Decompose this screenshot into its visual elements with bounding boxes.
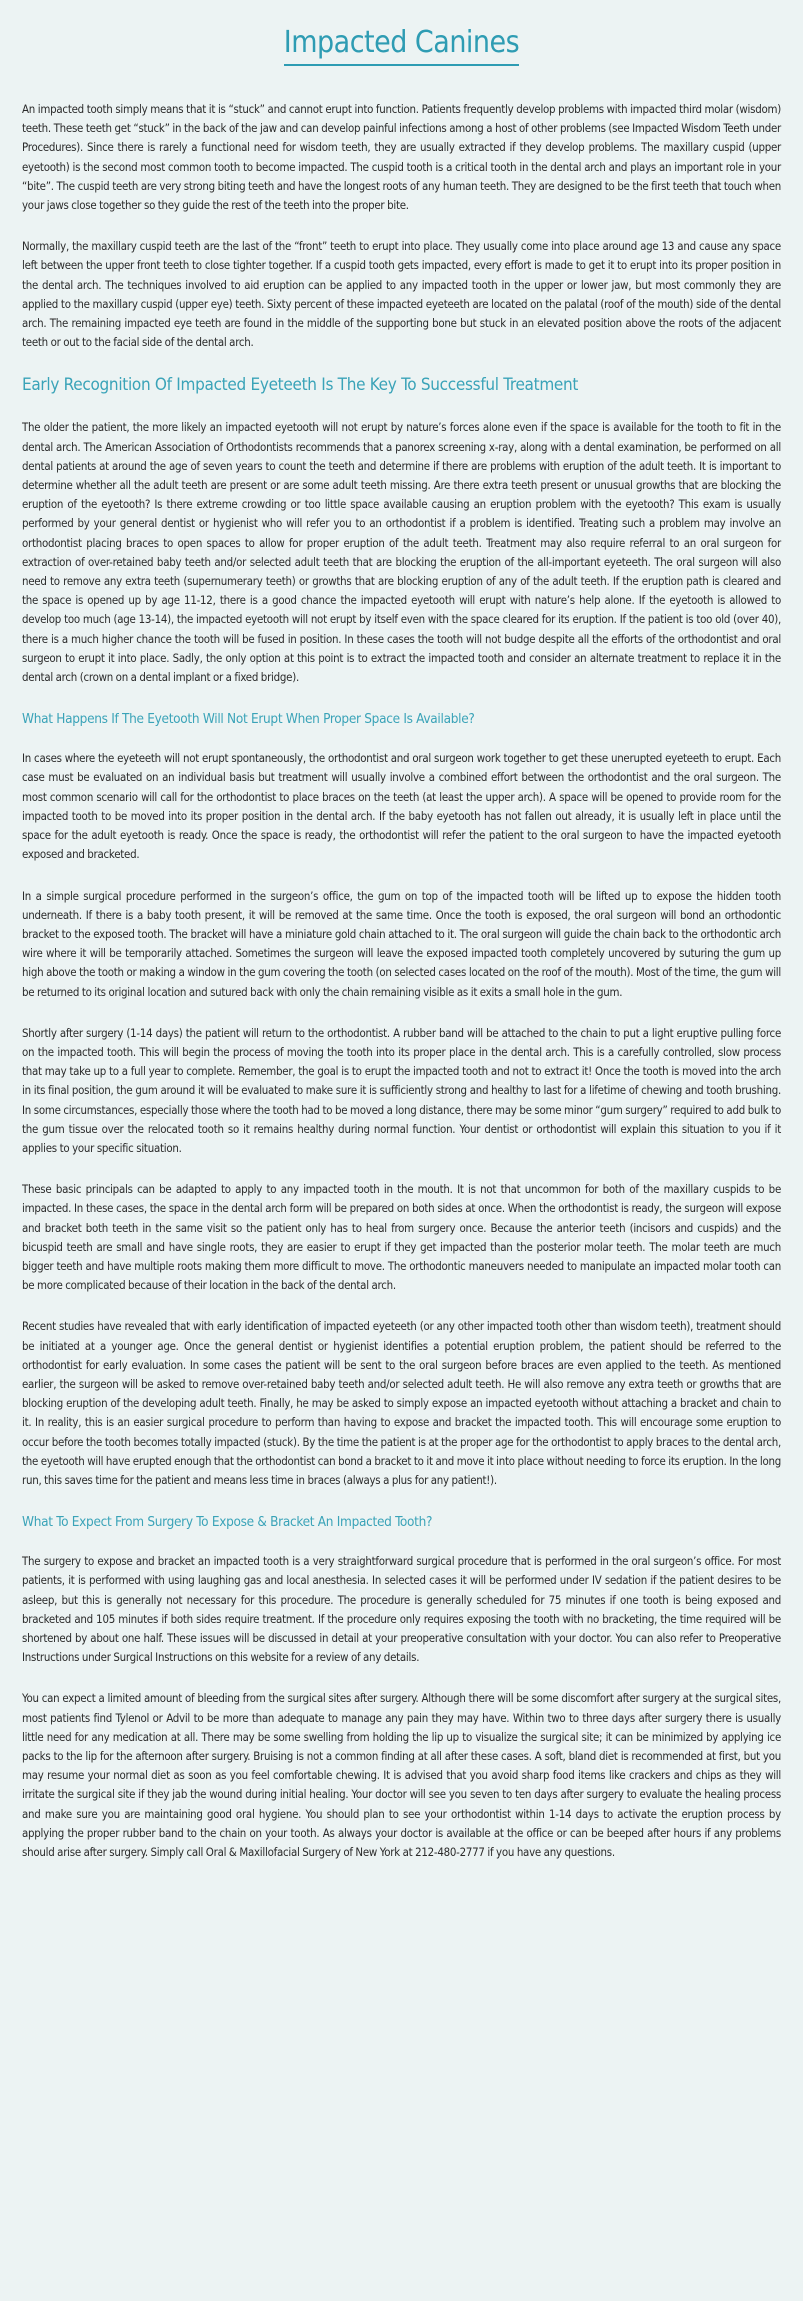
title-wrap [22, 24, 781, 66]
surgery-paragraph-2: You can expect a limited amount of bleeding from the surgical sites after surgery. Although there will be some discomfort after surgery at the surgical sites, most patients find Tylenol or Advil to be more than adequate to manage any pain they may have. Within two to three days after surgery there is usually little need for any medication at all. There may be some swelling from holding the lip up to visualize the surgical site; it can be minimized by applying ice packs to the lip for the afternoon after surgery. Bruising is not a common finding at all after these cases. A soft, bland diet is recommended at first, but you may resume your normal diet as soon as you feel comfortable chewing. It is advised that you avoid sharp food items like crackers and chips as they will irritate the surgical site if they jab the wound during initial healing. Your doctor will see you seven to ten days after surgery to evaluate the healing process and make sure you are maintaining good oral hygiene. You should plan to see your orthodontist within 1-14 days to activate the eruption process by applying the proper rubber band to the chain on your tooth. As always your doctor is available at the office or can be beeped after hours if any problems should arise after surgery. Simply call Oral & Maxillofacial Surgery of New York at 212-480-2777 if you have any questions. [22, 1691, 781, 1860]
page-title: Impacted Canines [284, 24, 519, 66]
intro-paragraph-1: An impacted tooth simply means that it is “stuck” and cannot erupt into function. Patients frequently develop problems with impacted third molar (wisdom) teeth. These teeth get “stuck” in the back of the jaw and can develop painful infections among a host of other problems (see Impacted Wisdom Teeth under Procedures). Since there is rarely a functional need for wisdom teeth, they are usually extracted if they develop problems. The maxillary cuspid (upper eyetooth) is the second most common tooth to become impacted. The cuspid tooth is a critical tooth in the dental arch and plays an important role in your “bite”. The cuspid teeth are very strong biting teeth and have the longest roots of any human teeth. They are designed to be the first teeth that touch when your jaws close together so they guide the rest of the teeth into the proper bite. [22, 102, 781, 213]
not-erupt-paragraph-1: In cases where the eyeteeth will not erupt spontaneously, the orthodontist and oral surgeon work together to get these unerupted eyeteeth to erupt. Each case must be evaluated on an individual basis but treatment will usually involve a combined effort between the orthodontist and the oral surgeon. The most common scenario will call for the orthodontist to place braces on the teeth (at least the upper arch). A space will be opened to provide room for the impacted tooth to be moved into its proper position in the dental arch. If the baby eyetooth has not fallen out already, it is usually left in place until the space for the adult eyetooth is ready. Once the space is ready, the orthodontist will refer the patient to the oral surgeon to have the impacted eyetooth exposed and bracketed. [22, 751, 781, 862]
not-erupt-paragraph-2: In a simple surgical procedure performed in the surgeon’s office, the gum on top of the impacted tooth will be lifted up to expose the hidden tooth underneath. If there is a baby tooth present, it will be removed at the same time. Once the tooth is exposed, the oral surgeon will bond an orthodontic bracket to the exposed tooth. The bracket will have a miniature gold chain attached to it. The oral surgeon will guide the chain back to the orthodontic arch wire where it will be temporarily attached. Sometimes the surgeon will leave the exposed impacted tooth completely uncovered by suturing the gum up high above the tooth or making a window in the gum covering the tooth (on selected cases located on the roof of the mouth). Most of the time, the gum will be returned to its original location and sutured back with only the chain remaining visible as it exits a small hole in the gum. [22, 888, 781, 999]
not-erupt-paragraph-5: Recent studies have revealed that with early identification of impacted eyeteeth (or any other impacted tooth other than wisdom teeth), treatment should be initiated at a younger age. Once the general dentist or hygienist identifies a potential eruption problem, the patient should be referred to the orthodontist for early evaluation. In some cases the patient will be sent to the oral surgeon before braces are even applied to the teeth. As mentioned earlier, the surgeon will be asked to remove over-retained baby teeth and/or selected adult teeth. He will also remove any extra teeth or growths that are blocking eruption of the developing adult teeth. Finally, he may be asked to simply expose an impacted eyetooth without attaching a bracket and chain to it. In reality, this is an easier surgical procedure to perform than having to expose and bracket the impacted tooth. This will encourage some eruption to occur before the tooth becomes totally impacted (stuck). By the time the patient is at the proper age for the orthodontist to apply braces to the dental arch, the eyetooth will have erupted enough that the orthodontist can bond a bracket to it and move it into place without needing to force its eruption. In the long run, this saves time for the patient and means less time in braces (always a plus for any patient!). [22, 1319, 781, 1487]
surgery-paragraph-1: The surgery to expose and bracket an impacted tooth is a very straightforward surgical procedure that is performed in the oral surgeon’s office. For most patients, it is performed with using laughing gas and local anesthesia. In selected cases it will be performed under IV sedation if the patient desires to be asleep, but this is generally not necessary for this procedure. The procedure is generally scheduled for 75 minutes if one tooth is being exposed and bracketed and 105 minutes if both sides require treatment. If the procedure only requires exposing the tooth with no bracketing, the time required will be shortened by about one half. These issues will be discussed in detail at your preoperative consultation with your doctor. You can also refer to Preoperative Instructions under Surgical Instructions on this website for a review of any details. [22, 1554, 781, 1665]
intro-paragraph-2: Normally, the maxillary cuspid teeth are the last of the “front” teeth to erupt into place. They usually come into place around age 13 and cause any space left between the upper front teeth to close tighter together. If a cuspid tooth gets impacted, every effort is made to get it to erupt into its proper position in the dental arch. The techniques involved to aid eruption can be applied to any impacted tooth in the upper or lower jaw, but most commonly they are applied to the maxillary cuspid (upper eye) teeth. Sixty percent of these impacted eyeteeth are located on the palatal (roof of the mouth) side of the dental arch. The remaining impacted eye teeth are found in the middle of the supporting bone but stuck in an elevated position above the roots of the adjacent teeth or out to the facial side of the dental arch. [22, 239, 781, 350]
early-recognition-paragraph: The older the patient, the more likely an impacted eyetooth will not erupt by nature’s forces alone even if the space is available for the tooth to fit in the dental arch. The American Association of Orthodontists recommends that a panorex screening x-ray, along with a dental examination, be performed on all dental patients at around the age of seven years to count the teeth and determine if there are problems with eruption of the adult teeth. It is important to determine whether all the adult teeth are present or are some adult teeth missing. Are there extra teeth present or unusual growths that are blocking the eruption of the eyetooth? Is there extreme crowding or too little space available causing an eruption problem with the eyetooth? This exam is usually performed by your general dentist or hygienist who will refer you to an orthodontist if a problem is identified. Treating such a problem may involve an orthodontist placing braces to open spaces to allow for proper eruption of the adult teeth. Treatment may also require referral to an oral surgeon for extraction of over-retained baby teeth and/or selected adult teeth that are blocking the eruption of the all-important eyeteeth. The oral surgeon will also need to remove any extra teeth (supernumerary teeth) or growths that are blocking eruption of any of the adult teeth. If the eruption path is cleared and the space is opened up by age 11-12, there is a good chance the impacted eyetooth will erupt with nature’s help alone. If the eyetooth is allowed to develop too much (age 13-14), the impacted eyetooth will not erupt by itself even with the space cleared for its eruption. If the patient is too old (over 40), there is a much higher chance the tooth will be fused in position. In these cases the tooth will not budge despite all the efforts of the orthodontist and oral surgeon to erupt it into place. Sadly, the only option at this point is to extract the impacted tooth and consider an alternate treatment to replace it in the dental arch (crown on a dental implant or a fixed bridge). [22, 420, 781, 685]
not-erupt-paragraph-4: These basic principals can be adapted to apply to any impacted tooth in the mouth. It is not that uncommon for both of the maxillary cuspids to be impacted. In these cases, the space in the dental arch form will be prepared on both sides at once. When the orthodontist is ready, the surgeon will expose and bracket both teeth in the same visit so the patient only has to heal from surgery once. Because the anterior teeth (incisors and cuspids) and the bicuspid teeth are small and have single roots, they are easier to erupt if they get impacted than the posterior molar teeth. The molar teeth are much bigger teeth and have multiple roots making them more difficult to move. The orthodontic maneuvers needed to manipulate an impacted molar tooth can be more complicated because of their location in the back of the dental arch. [22, 1182, 781, 1293]
section-heading-surgery-expectations: What To Expect From Surgery To Expose & Bracket An Impacted Tooth? [22, 1514, 433, 1531]
not-erupt-paragraph-3: Shortly after surgery (1-14 days) the patient will return to the orthodontist. A rubber band will be attached to the chain to put a light eruptive pulling force on the impacted tooth. This will begin the process of moving the tooth into its proper place in the dental arch. This is a carefully controlled, slow process that may take up to a full year to complete. Remember, the goal is to erupt the impacted tooth and not to extract it! Once the tooth is moved into the arch in its final position, the gum around it will be evaluated to make sure it is sufficiently strong and healthy to last for a lifetime of chewing and tooth brushing. In some circumstances, especially those where the tooth had to be moved a long distance, there may be some minor “gum surgery” required to add bulk to the gum tissue over the relocated tooth so it remains healthy during normal function. Your dentist or orthodontist will explain this situation to you if it applies to your specific situation. [22, 1025, 781, 1155]
section-heading-early-recognition: Early Recognition Of Impacted Eyeteeth Is The Key To Successful Treatment [22, 375, 579, 396]
section-heading-eyetooth-not-erupt: What Happens If The Eyetooth Will Not Erupt When Proper Space Is Available? [22, 711, 475, 728]
